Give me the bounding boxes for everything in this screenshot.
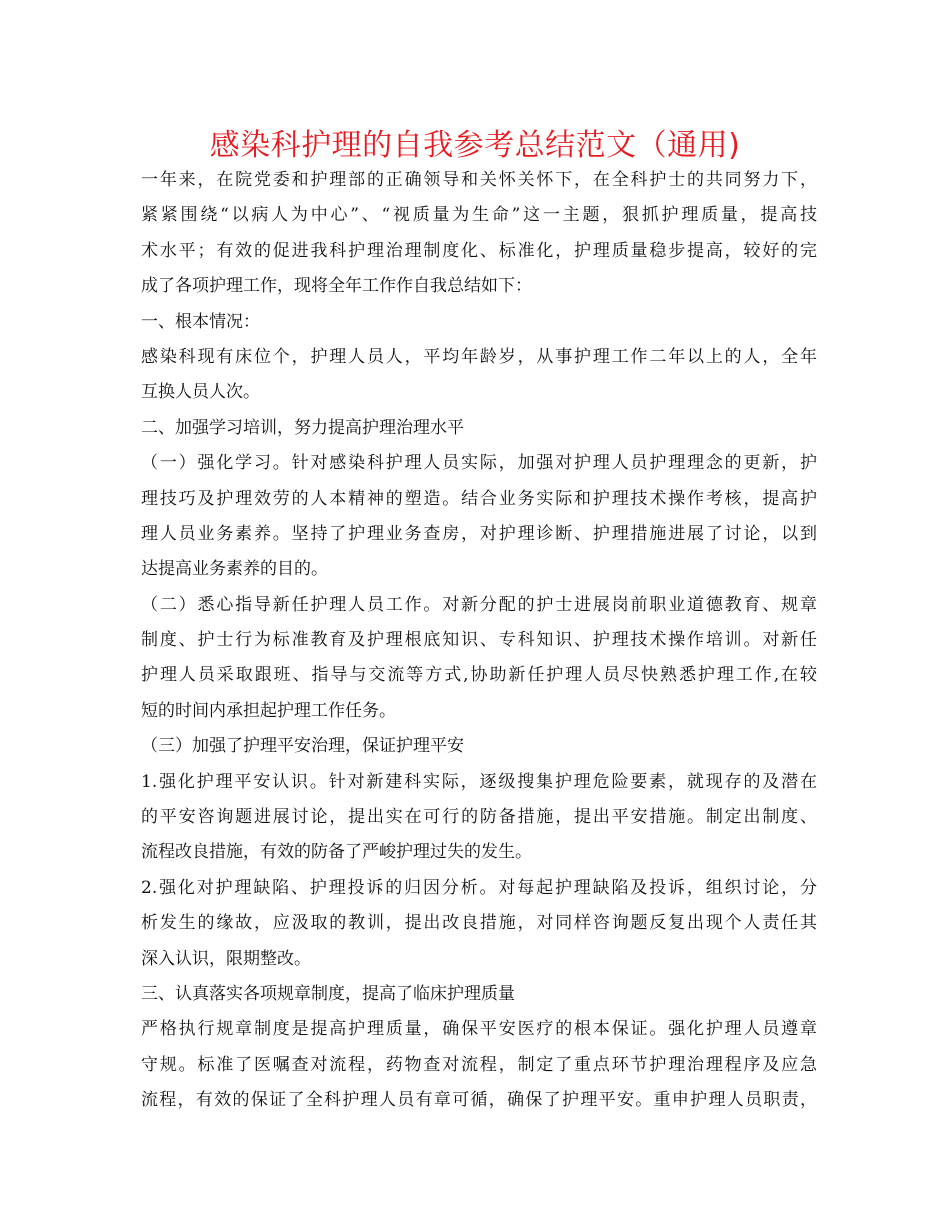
- body-line: 制度、护士行为标准教育及护理根底知识、专科知识、护理技术操作培训。对新任: [141, 630, 817, 651]
- body-line: （二）悉心指导新任护理人员工作。对新分配的护士进展岗前职业道德教育、规章: [141, 594, 817, 615]
- body-line: 流程，有效的保证了全科护理人员有章可循，确保了护理平安。重申护理人员职责，: [141, 1090, 817, 1111]
- body-line: （一）强化学习。针对感染科护理人员实际，加强对护理人员护理理念的更新，护: [141, 453, 817, 474]
- body-line: 感染科现有床位个，护理人员人，平均年龄岁，从事护理工作二年以上的人，全年: [141, 346, 817, 367]
- section-heading: 一、根本情况：: [141, 311, 260, 332]
- body-line: 达提高业务素养的目的。: [141, 559, 328, 580]
- body-line: 守规。标准了医嘱查对流程，药物查对流程，制定了重点环节护理治理程序及应急: [141, 1054, 817, 1075]
- body-line: 理技巧及护理效劳的人本精神的塑造。结合业务实际和护理技术操作考核，提高护: [141, 488, 817, 509]
- body-line: 一年来，在院党委和护理部的正确领导和关怀关怀下，在全科护士的共同努力下，: [141, 170, 817, 190]
- body-line: 短的时间内承担起护理工作任务。: [141, 700, 396, 721]
- body-line: 的平安咨询题进展讨论，提出实在可行的防备措施，提出平安措施。制定出制度、: [141, 807, 817, 828]
- body-line: 2.强化对护理缺陷、护理投诉的归因分析。对每起护理缺陷及投诉，组织讨论，分: [141, 877, 817, 898]
- body-line: 术水平；有效的促进我科护理治理制度化、标准化，护理质量稳步提高，较好的完: [141, 240, 817, 261]
- section-heading: 三、认真落实各项规章制度，提高了临床护理质量: [141, 983, 515, 1004]
- body-line: 成了各项护理工作，现将全年工作作自我总结如下：: [141, 276, 532, 297]
- subsection-heading: （三）加强了护理平安治理，保证护理平安: [141, 736, 464, 757]
- body-line: 严格执行规章制度是提高护理质量，确保平安医疗的根本保证。强化护理人员遵章: [141, 1019, 817, 1040]
- body-line: 深入认识，限期整改。: [141, 948, 311, 969]
- section-heading: 二、加强学习培训，努力提高护理治理水平: [141, 417, 464, 438]
- body-line: 护理人员采取跟班、指导与交流等方式,协助新任护理人员尽快熟悉护理工作,在较: [141, 665, 817, 686]
- body-line: 紧紧围绕“以病人为中心”、“视质量为生命”这一主题，狠抓护理质量，提高技: [141, 205, 817, 226]
- body-line: 互换人员人次。: [141, 382, 260, 403]
- document-title: 感染科护理的自我参考总结范文（通用): [209, 128, 741, 163]
- document-body: [141, 163, 817, 1119]
- body-line: 1.强化护理平安认识。针对新建科实际，逐级搜集护理危险要素，就现存的及潜在: [141, 771, 817, 792]
- body-line: 析发生的缘故，应汲取的教训，提出改良措施，对同样咨询题反复出现个人责任其: [141, 913, 817, 934]
- body-line: 流程改良措施，有效的防备了严峻护理过失的发生。: [141, 842, 532, 863]
- body-line: 理人员业务素养。坚持了护理业务查房，对护理诊断、护理措施进展了讨论，以到: [141, 523, 817, 544]
